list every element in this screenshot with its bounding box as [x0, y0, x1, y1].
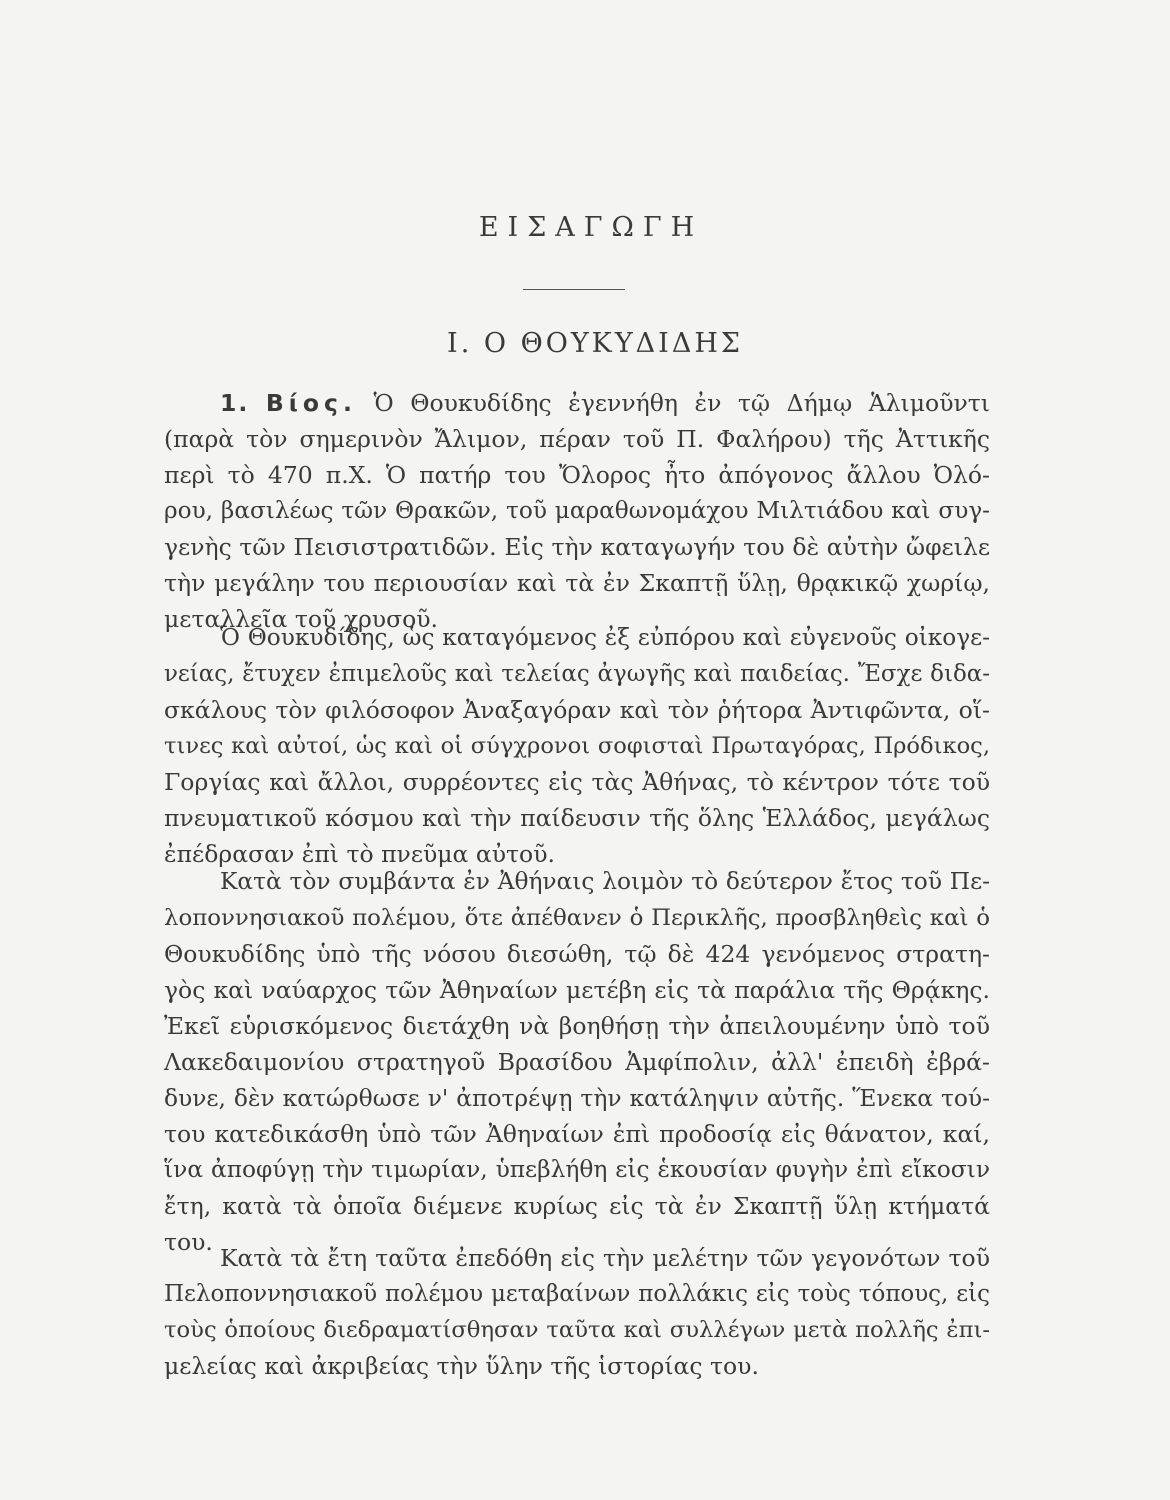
text-line: τοὺς ὁποίους διεδραματίσθησαν ταῦτα καὶ συλλέγων μετὰ πολλῆς ἐπι-	[164, 1317, 990, 1343]
text-line: πνευματικοῦ κόσμου καὶ τὴν παίδευσιν τῆς ὅλης Ἑλλάδος, μεγάλως	[164, 804, 990, 832]
text-line: περὶ τὸ 470 π.Χ. Ὁ πατήρ του Ὄλορος ἦτο ἀπόγονος ἄλλου Ὀλό-	[164, 461, 990, 489]
text-line: του.	[164, 1228, 213, 1256]
text-line: ἵνα ἀποφύγῃ τὴν τιμωρίαν, ὑπεβλήθη εἰς ἑκουσίαν φυγὴν ἐπὶ εἴκοσιν	[164, 1156, 990, 1183]
text-line: Κατὰ τὰ ἔτη ταῦτα ἐπεδόθη εἰς τὴν μελέτην τῶν γεγονότων τοῦ	[220, 1244, 990, 1272]
paragraph-2	[164, 620, 990, 872]
text-line: σκάλους τὸν φιλόσοφον Ἀναξαγόραν καὶ τὸν ῥήτορα Ἀντιφῶντα, οἵ-	[164, 696, 990, 724]
text-line: ἔτη, κατὰ τὰ ὁποῖα διέμενε κυρίως εἰς τὰ ἐν Σκαπτῇ ὕλῃ κτήματά	[164, 1192, 990, 1220]
text-line: του κατεδικάσθη ὑπὸ τῶν Ἀθηναίων ἐπὶ προδοσίᾳ εἰς θάνατον, καί,	[164, 1120, 990, 1148]
section-heading: Βίος.	[265, 389, 357, 417]
text-line: τινες καὶ αὐτοί, ὡς καὶ οἱ σύγχρονοι σοφισταὶ Πρωταγόρας, Πρόδικος,	[164, 733, 990, 759]
page-title: ΕΙΣΑΓΩΓΗ	[478, 212, 704, 243]
paragraph-3	[164, 864, 990, 1260]
text-line: μεταλλεῖα τοῦ χρυσοῦ.	[164, 605, 439, 633]
text-line: (παρὰ τὸν σημερινὸν Ἄλιμον, πέραν τοῦ Π. Φαλήρου) τῆς Ἀττικῆς	[164, 425, 990, 453]
text-line: ρου, βασιλέως τῶν Θρακῶν, τοῦ μαραθωνομάχου Μιλτιάδου καὶ συγ-	[164, 497, 990, 524]
text-line: γὸς καὶ ναύαρχος τῶν Ἀθηναίων μετέβη εἰς τὰ παράλια τῆς Θρᾴκης.	[164, 976, 990, 1004]
text-line: γενὴς τῶν Πεισιστρατιδῶν. Εἰς τὴν καταγωγήν του δὲ αὐτὴν ὤφειλε	[164, 533, 990, 561]
text-line: ἐπέδρασαν ἐπὶ τὸ πνεῦμα αὐτοῦ.	[164, 840, 555, 868]
text-line: 1. Βίος. Ὁ Θουκυδίδης ἐγεννήθη ἐν τῷ Δήμῳ Ἁλιμοῦντι	[220, 389, 990, 417]
paragraph-1	[164, 385, 990, 637]
section-number: 1.	[220, 389, 250, 417]
text-line: λοποννησιακοῦ πολέμου, ὅτε ἀπέθανεν ὁ Περικλῆς, προσβληθεὶς καὶ ὁ	[164, 905, 990, 931]
text-line: νείας, ἔτυχεν ἐπιμελοῦς καὶ τελείας ἀγωγῆς καὶ παιδείας. Ἔσχε διδα-	[164, 661, 990, 687]
text-line: δυνε, δὲν κατώρθωσε ν' ἀποτρέψῃ τὴν κατάληψιν αὐτῆς. Ἕνεκα τού-	[164, 1084, 990, 1112]
text-line: Γοργίας καὶ ἄλλοι, συρρέοντες εἰς τὰς Ἀθήνας, τὸ κέντρον τότε τοῦ	[164, 768, 990, 796]
chapter-title: I. Ο ΘΟΥΚΥΔΙΔΗΣ	[447, 328, 743, 359]
text-line: Ἐκεῖ εὑρισκόμενος διετάχθη νὰ βοηθήσῃ τὴν ἀπειλουμένην ὑπὸ τοῦ	[164, 1012, 990, 1040]
text-line: Πελοποννησιακοῦ πολέμου μεταβαίνων πολλάκις εἰς τοὺς τόπους, εἰς	[164, 1281, 990, 1307]
paragraph-4	[164, 1240, 990, 1384]
text-line: Θουκυδίδης ὑπὸ τῆς νόσου διεσώθη, τῷ δὲ 424 γενόμενος στρατη-	[164, 940, 990, 968]
text-line: Ὁ Θουκυδίδης, ὡς καταγόμενος ἐξ εὐπόρου καὶ εὐγενοῦς οἰκογε-	[220, 624, 990, 651]
text-line: Κατὰ τὸν συμβάντα ἐν Ἀθήναις λοιμὸν τὸ δεύτερον ἔτος τοῦ Πε-	[220, 868, 990, 895]
text-line: τὴν μεγάλην του περιουσίαν καὶ τὰ ἐν Σκαπτῇ ὕλῃ, θρᾳκικῷ χωρίῳ,	[164, 569, 990, 597]
title-divider	[523, 289, 625, 290]
text-line: Λακεδαιμονίου στρατηγοῦ Βρασίδου Ἀμφίπολιν, ἀλλ' ἐπειδὴ ἐβρά-	[164, 1048, 990, 1076]
text-line: μελείας καὶ ἀκριβείας τὴν ὕλην τῆς ἱστορίας του.	[164, 1352, 759, 1380]
